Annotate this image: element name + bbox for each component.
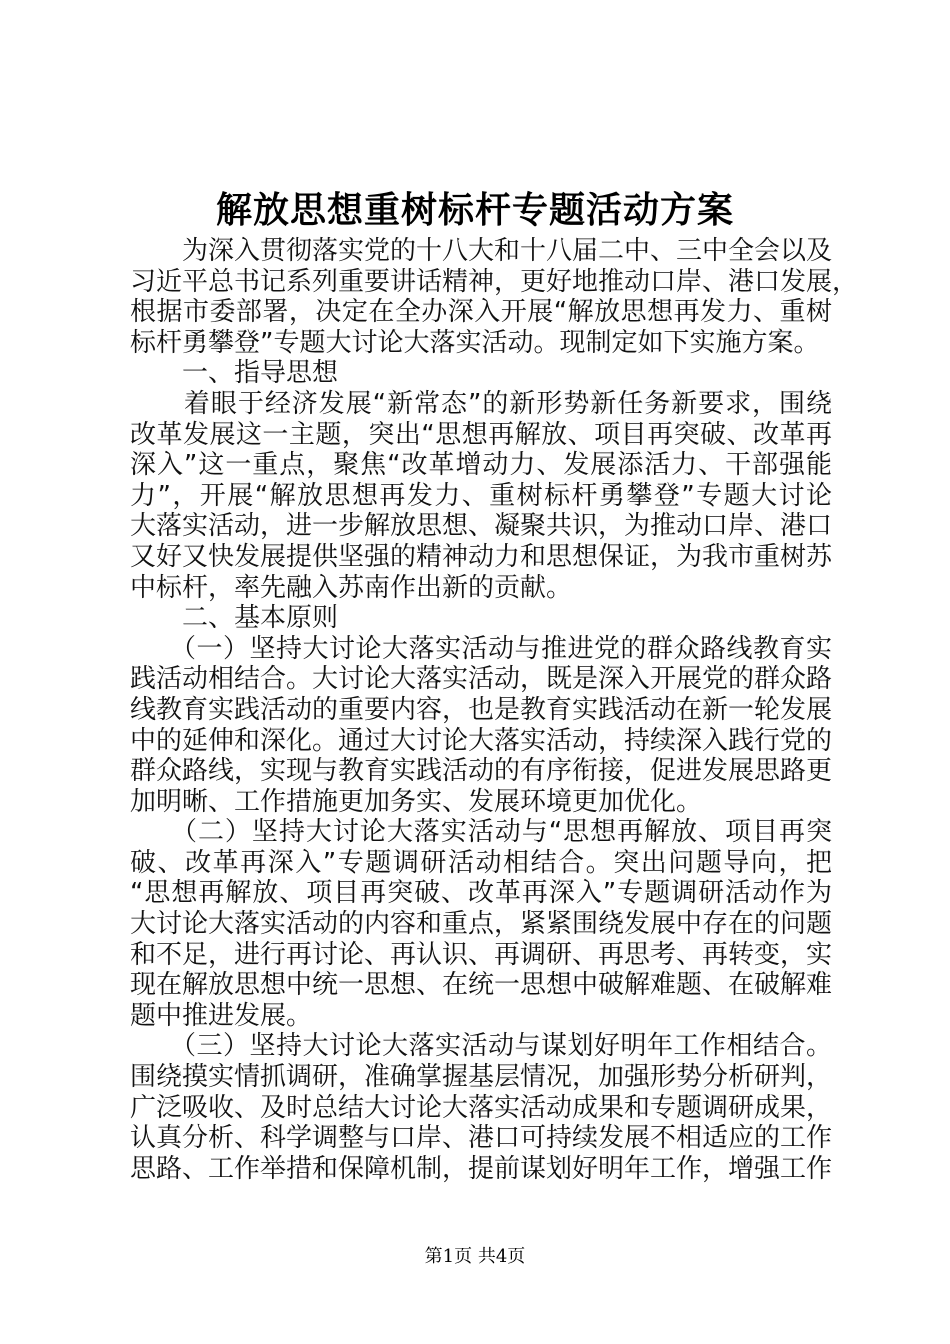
text-line: 现在解放思想中统一思想、在统一思想中破解难题、在破解难 <box>130 970 833 1001</box>
page-footer: 第1页 共4页 <box>424 1246 526 1267</box>
text-line: 题中推进发展。 <box>130 1000 313 1031</box>
text-line: 为深入贯彻落实党的十八大和十八届二中、三中全会以及 <box>130 236 833 266</box>
text-line: 中标杆，率先融入苏南作出新的贡献。 <box>130 572 573 603</box>
text-line: 改革发展这一主题，突出“思想再解放、项目再突破、改革再 <box>130 419 832 450</box>
text-line: 大落实活动，进一步解放思想、凝聚共识，为推动口岸、港口 <box>130 511 833 542</box>
text-line: 标杆勇攀登”专题大讨论大落实活动。现制定如下实施方案。 <box>130 327 820 358</box>
text-line: 大讨论大落实活动的内容和重点，紧紧围绕发展中存在的问题 <box>130 909 833 940</box>
text-line: （二）坚持大讨论大落实活动与“思想再解放、项目再突 <box>130 817 832 848</box>
text-line: （一）坚持大讨论大落实活动与推进党的群众路线教育实 <box>130 633 832 664</box>
text-line: 践活动相结合。大讨论大落实活动，既是深入开展党的群众路 <box>130 664 833 695</box>
text-line: 习近平总书记系列重要讲话精神，更好地推动口岸、港口发展， <box>130 266 859 297</box>
text-line: 破、改革再深入”专题调研活动相结合。突出问题导向，把 <box>130 847 832 878</box>
text-line: 又好又快发展提供坚强的精神动力和思想保证，为我市重树苏 <box>130 541 833 572</box>
text-line: 和不足，进行再讨论、再认识、再调研、再思考、再转变，实 <box>130 939 833 970</box>
text-line: 二、基本原则 <box>130 603 339 634</box>
document-title: 解放思想重树标杆专题活动方案 <box>215 189 734 231</box>
text-line: （三）坚持大讨论大落实活动与谋划好明年工作相结合。 <box>130 1031 832 1062</box>
text-line: 加明晰、工作措施更加务实、发展环境更加优化。 <box>130 786 703 817</box>
text-line: “思想再解放、项目再突破、改革再深入”专题调研活动作为 <box>130 878 832 909</box>
text-line: 力”，开展“解放思想再发力、重树标杆勇攀登”专题大讨论 <box>130 480 832 511</box>
text-line: 线教育实践活动的重要内容，也是教育实践活动在新一轮发展 <box>130 694 833 725</box>
text-line: 围绕摸实情抓调研，准确掌握基层情况，加强形势分析研判， <box>130 1062 833 1093</box>
text-line: 思路、工作举措和保障机制，提前谋划好明年工作，增强工作 <box>130 1153 833 1184</box>
text-line: 中的延伸和深化。通过大讨论大落实活动，持续深入践行党的 <box>130 725 833 756</box>
text-line: 深入”这一重点，聚焦“改革增动力、发展添活力、干部强能 <box>130 450 832 481</box>
document-body <box>130 236 859 1184</box>
text-line: 着眼于经济发展“新常态”的新形势新任务新要求，围绕 <box>130 388 832 419</box>
text-line: 广泛吸收、及时总结大讨论大落实活动成果和专题调研成果， <box>130 1092 833 1123</box>
text-line: 群众路线，实现与教育实践活动的有序衔接，促进发展思路更 <box>130 756 833 787</box>
text-line: 根据市委部署，决定在全办深入开展“解放思想再发力、重树 <box>130 297 832 328</box>
text-line: 一、指导思想 <box>130 358 339 389</box>
text-line: 认真分析、科学调整与口岸、港口可持续发展不相适应的工作 <box>130 1123 833 1154</box>
